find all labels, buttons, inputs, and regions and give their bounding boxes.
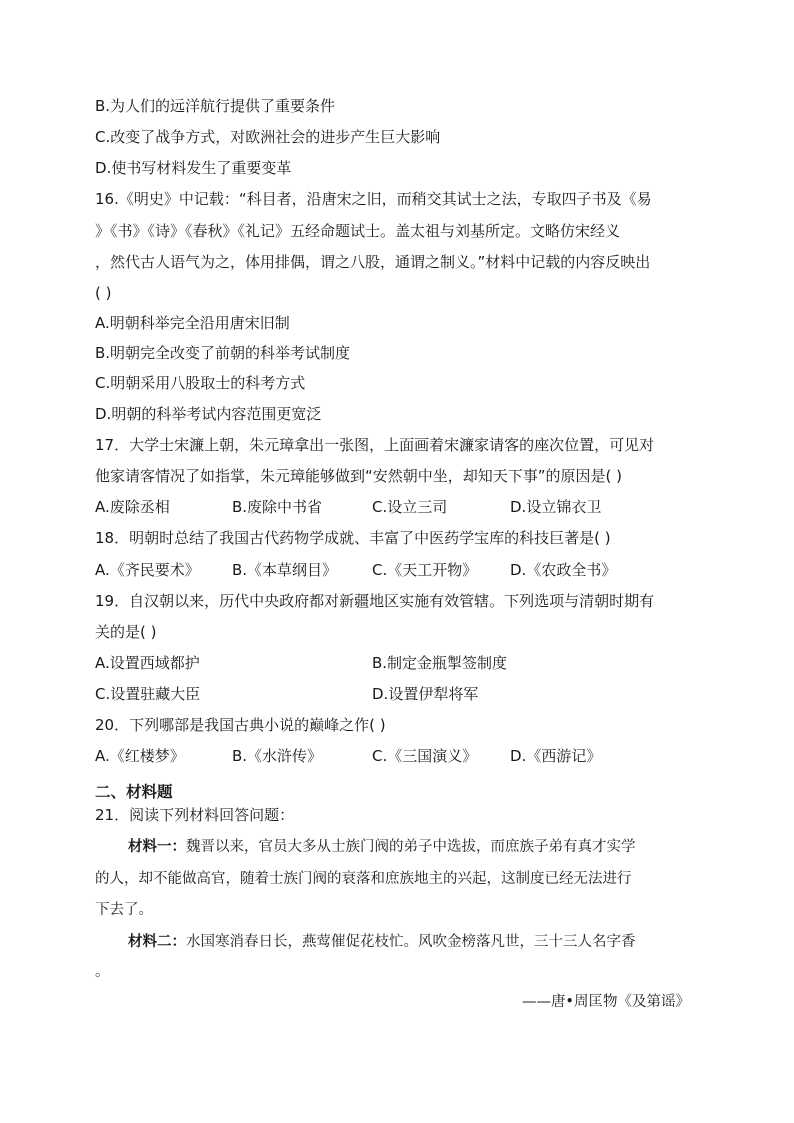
- q16-stem-line-2: 》《书》《诗》《春秋》《礼记》五经命题试士。盖太祖与刘基所定。文略仿宋经义: [95, 222, 621, 240]
- material-1-line-3: 下去了。: [95, 902, 153, 918]
- q19-option-a: A.设置西域都护: [95, 654, 200, 672]
- material-2-line-1: [128, 932, 636, 952]
- material-1-text: 魏晋以来，官员大多从士族门阀的弟子中选拔，而庶族子弟有真才实学: [186, 839, 636, 855]
- material-2-line-2: 。: [95, 964, 110, 980]
- q17-option-c: C.设立三司: [372, 498, 448, 516]
- material-2-source: ——唐•周匡物《及第谣》: [521, 994, 690, 1010]
- q20-option-b: B.《水浒传》: [232, 747, 323, 765]
- q16-stem-line-1: 16.《明史》中记载：“科目者，沿唐宋之旧，而稍交其试士之法，专取四子书及《易: [95, 190, 652, 208]
- q17-option-a: A.废除丞相: [95, 498, 170, 516]
- q20-stem: 20．下列哪部是我国古典小说的巅峰之作( ): [95, 716, 386, 734]
- q15-option-c: C.改变了战争方式，对欧洲社会的进步产生巨大影响: [95, 128, 441, 146]
- q19-option-c: C.设置驻藏大臣: [95, 685, 201, 703]
- q15-option-d: D.使书写材料发生了重要变革: [95, 159, 292, 177]
- q20-option-d: D.《西游记》: [510, 747, 602, 765]
- material-2-text: 水国寒消春日长，燕莺催促花枝忙。风吹金榜落凡世，三十三人名字香: [186, 934, 636, 950]
- q19-stem-line-1: 19．自汉朝以来，历代中央政府都对新疆地区实施有效管辖。下列选项与清朝时期有: [95, 592, 655, 610]
- q17-stem-line-2: 他家请客情况了如指掌，朱元璋能够做到“安然朝中坐，却知天下事”的原因是( ): [95, 467, 623, 485]
- material-1-label: 材料一：: [128, 838, 186, 855]
- q16-option-a: A.明朝科举完全沿用唐宋旧制: [95, 314, 290, 332]
- material-1-line-1: [128, 837, 636, 857]
- q15-option-b: B.为人们的远洋航行提供了重要条件: [95, 97, 336, 115]
- q17-stem-line-1: 17．大学士宋濂上朝，朱元璋拿出一张图，上面画着宋濂家请客的座次位置，可见对: [95, 436, 655, 454]
- material-1-line-2: 的人，却不能做高官，随着士族门阀的衰落和庶族地主的兴起，这制度已经无法进行: [95, 871, 632, 887]
- q19-stem-line-2: 关的是( ): [95, 623, 157, 641]
- q20-option-a: A.《红楼梦》: [95, 747, 185, 765]
- q18-option-a: A.《齐民要术》: [95, 561, 200, 579]
- q16-stem-line-4: ( ): [95, 284, 112, 302]
- q16-stem-line-3: ，然代古人语气为之，体用排偶，谓之八股，通谓之制义。”材料中记载的内容反映出: [95, 253, 651, 271]
- q17-option-d: D.设立锦衣卫: [510, 498, 602, 516]
- section-title-material: 二、材料题: [95, 783, 173, 801]
- material-2-label: 材料二：: [128, 933, 186, 950]
- q20-option-c: C.《三国演义》: [372, 747, 478, 765]
- q19-option-d: D.设置伊犁将军: [372, 685, 479, 703]
- q19-option-b: B.制定金瓶掣签制度: [372, 654, 508, 672]
- q18-option-c: C.《天工开物》: [372, 561, 478, 579]
- q17-option-b: B.废除中书省: [232, 498, 323, 516]
- q21-stem: 21．阅读下列材料回答问题：: [95, 806, 295, 824]
- q18-stem: 18．明朝时总结了我国古代药物学成就、丰富了中医药学宝库的科技巨著是( ): [95, 529, 611, 547]
- q16-option-c: C.明朝采用八股取士的科考方式: [95, 374, 306, 392]
- q16-option-b: B.明朝完全改变了前朝的科举考试制度: [95, 344, 351, 362]
- q16-option-d: D.明朝的科举考试内容范围更宽泛: [95, 405, 322, 423]
- q18-option-d: D.《农政全书》: [510, 561, 617, 579]
- q18-option-b: B.《本草纲目》: [232, 561, 338, 579]
